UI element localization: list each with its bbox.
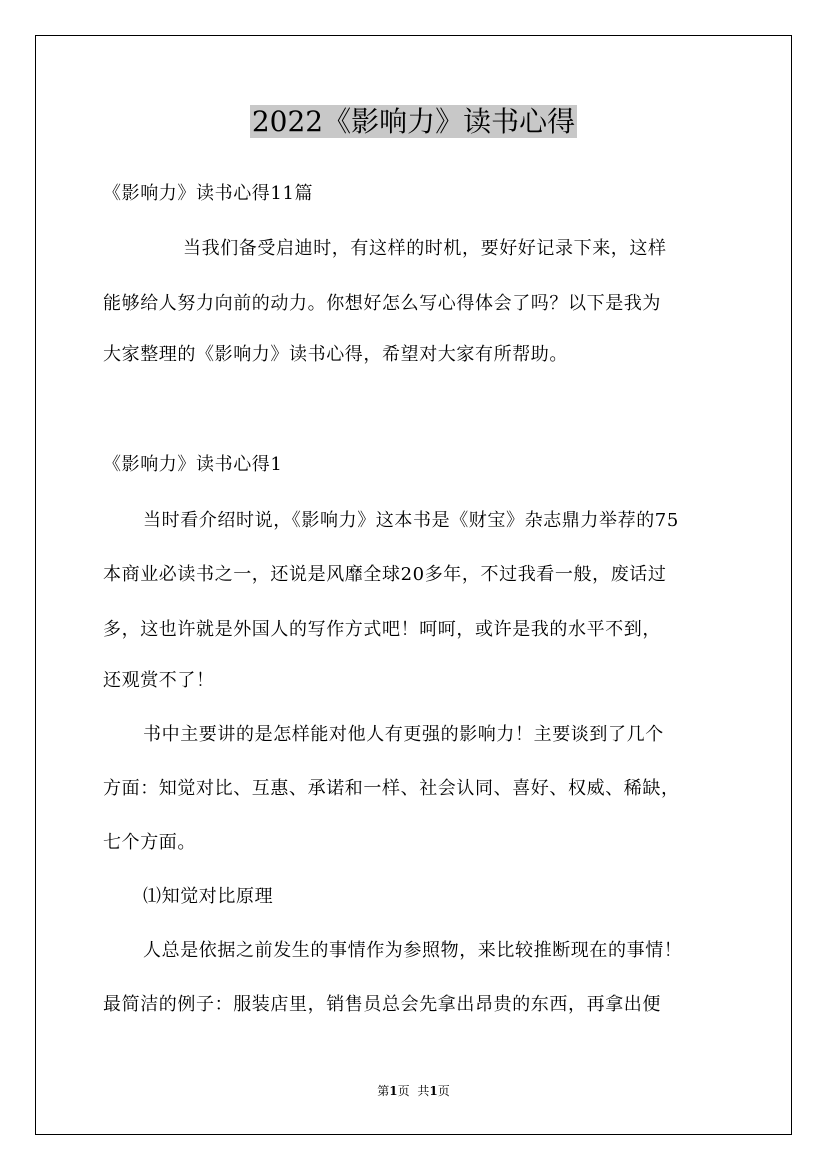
document-title-wrap [0,100,827,144]
paragraph-line: 多，这也许就是外国人的写作方式吧！呵呵，或许是我的水平不到， [103,619,661,640]
section-heading: 《影响力》读书心得1 [103,454,283,475]
paragraph-line: 书中主要讲的是怎样能对他人有更强的影响力！主要谈到了几个 [143,724,664,745]
page-footer [0,1083,827,1099]
paragraph-line: 大家整理的《影响力》读书心得，希望对大家有所帮助。 [103,344,568,365]
subtitle-line: 《影响力》读书心得11篇 [103,183,314,204]
footer-total-prefix: 共 [417,1084,430,1098]
footer-total-suffix: 页 [437,1084,450,1098]
footer-page-suffix: 页 [397,1084,410,1098]
paragraph-line: 七个方面。 [103,832,196,853]
paragraph-line: 能够给人努力向前的动力。你想好怎么写心得体会了吗？以下是我为 [103,293,661,314]
paragraph-line: 还观赏不了！ [103,670,215,691]
subsection-heading: ⑴知觉对比原理 [143,886,274,907]
paragraph-line: 当时看介绍时说，《影响力》这本书是《财宝》杂志鼎力举荐的75 [143,510,679,531]
footer-page-number: 1 [389,1084,398,1098]
footer-total-number: 1 [429,1084,438,1098]
paragraph-line: 当我们备受启迪时，有这样的时机，要好好记录下来，这样 [183,238,667,259]
footer-page-prefix: 第 [377,1084,390,1098]
paragraph-line: 人总是依据之前发生的事情作为参照物，来比较推断现在的事情！ [143,940,683,961]
paragraph-line: 本商业必读书之一，还说是风靡全球20多年，不过我看一般，废话过 [103,564,667,585]
paragraph-line: 方面：知觉对比、互惠、承诺和一样、社会认同、喜好、权威、稀缺， [103,778,680,799]
paragraph-line: 最简洁的例子：服装店里，销售员总会先拿出昂贵的东西，再拿出便 [103,994,661,1015]
document-title: 2022《影响力》读书心得 [251,105,576,138]
